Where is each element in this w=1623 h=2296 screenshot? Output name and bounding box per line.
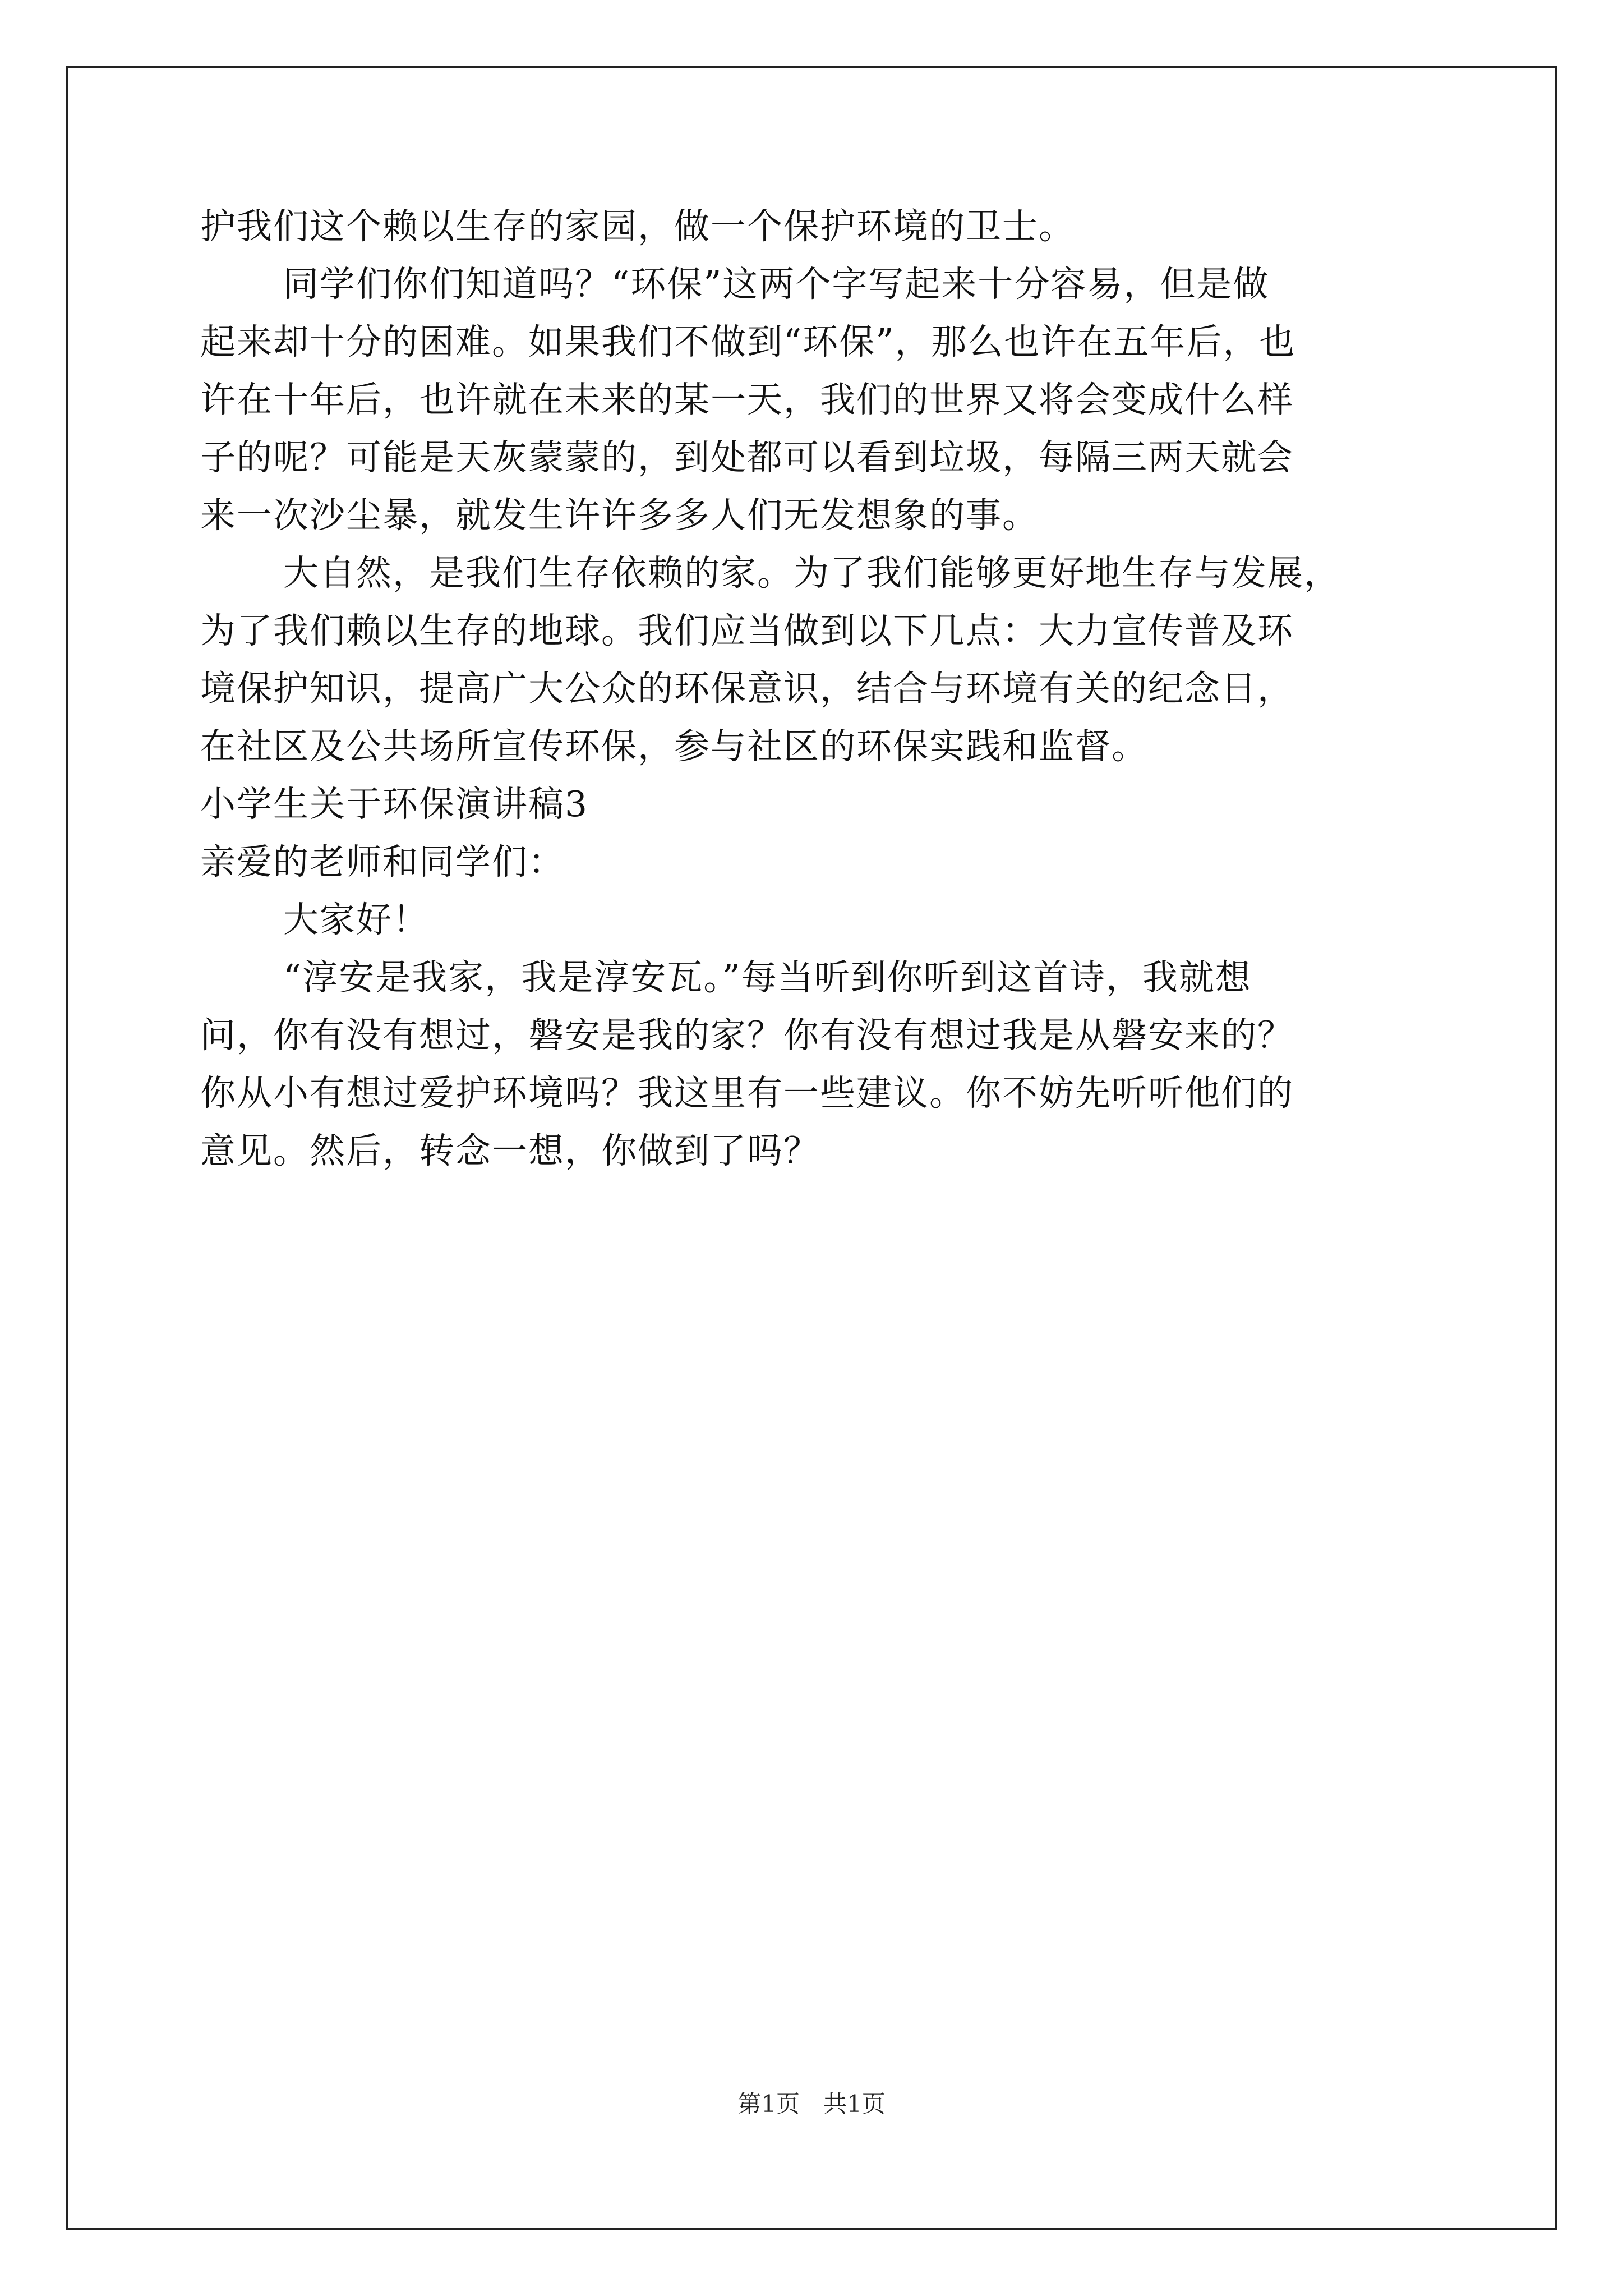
paragraph-line: 子的呢？可能是天灰蒙蒙的，到处都可以看到垃圾，每隔三两天就会	[200, 437, 1294, 478]
paragraph-line: 大自然，是我们生存依赖的家。为了我们能够更好地生存与发展，	[283, 553, 1340, 593]
document-body	[200, 197, 1479, 1180]
paragraph-line: 意见。然后，转念一想，你做到了吗？	[200, 1130, 820, 1171]
paragraph-line: 许在十年后，也许就在未来的某一天，我们的世界又将会变成什么样	[200, 379, 1294, 420]
paragraph-line: 境保护知识，提高广大公众的环保意识，结合与环境有关的纪念日，	[200, 668, 1294, 709]
paragraph-line: 为了我们赖以生存的地球。我们应当做到以下几点：大力宣传普及环	[200, 610, 1294, 651]
paragraph-line: 起来却十分的困难。如果我们不做到“环保”，那么也许在五年后，也	[200, 321, 1296, 362]
paragraph-line: 来一次沙尘暴，就发生许许多多人们无发想象的事。	[200, 495, 1039, 536]
salutation: 亲爱的老师和同学们：	[200, 841, 565, 882]
paragraph-line: 在社区及公共场所宣传环保，参与社区的环保实践和监督。	[200, 726, 1148, 767]
paragraph-line: 你从小有想过爱护环境吗？我这里有一些建议。你不妨先听听他们的	[200, 1073, 1294, 1114]
paragraph-line: 问，你有没有想过，磐安是我的家？你有没有想过我是从磐安来的？	[200, 1015, 1294, 1056]
paragraph-line: 同学们你们知道吗？“环保”这两个字写起来十分容易，但是做	[283, 264, 1270, 305]
greeting: 大家好！	[283, 899, 429, 940]
paragraph-line: “淳安是我家，我是淳安瓦。”每当听到你听到这首诗，我就想	[283, 957, 1252, 998]
paragraph-line: 护我们这个赖以生存的家园，做一个保护环境的卫士。	[200, 206, 1075, 247]
section-heading: 小学生关于环保演讲稿3	[200, 784, 589, 825]
page-number: 第1页 共1页	[737, 2090, 886, 2118]
